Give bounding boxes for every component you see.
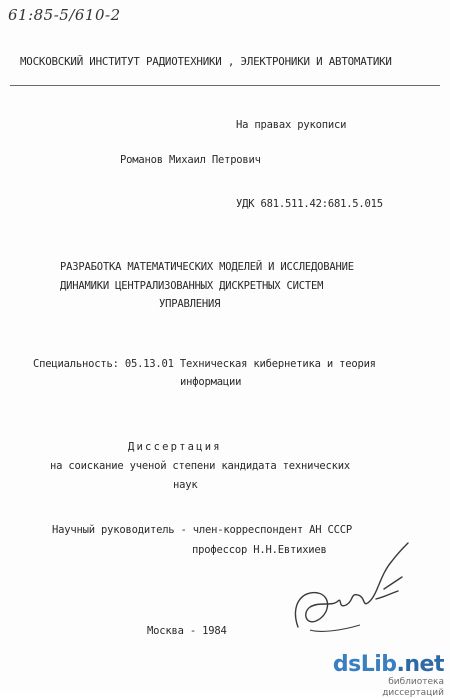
degree-line-2: наук [173,479,198,491]
dslib-watermark [324,652,444,698]
handwritten-signature [280,535,420,645]
supervisor-line-2: профессор Н.Н.Евтихиев [192,544,327,556]
watermark-logo-main: dsLib [332,652,397,677]
header-divider [10,85,440,86]
institute-name: МОСКОВСКИЙ ИНСТИТУТ РАДИОТЕХНИКИ , ЭЛЕКТРОНИКИ И АВТОМАТИКИ [20,55,392,68]
supervisor-line-1: Научный руководитель - член-корреспондент АН СССР [52,524,352,536]
rights-note: На правах рукописи [236,119,347,131]
watermark-subtitle: библиотека диссертаций [382,677,444,698]
watermark-logo [324,653,444,677]
catalog-number-handwritten: 61:85-5/610-2 [8,6,121,24]
title-line-1: РАЗРАБОТКА МАТЕМАТИЧЕСКИХ МОДЕЛЕЙ И ИССЛЕДОВАНИЕ [60,261,354,273]
dissertation-label: Диссертация [128,441,222,453]
degree-line-1: на соискание ученой степени кандидата технических [50,460,350,472]
city-year: Москва - 1984 [147,625,227,637]
udc-code: УДК 681.511.42:681.5.015 [236,198,383,210]
author-name: Романов Михаил Петрович [120,154,261,166]
title-line-3: УПРАВЛЕНИЯ [159,298,221,310]
specialty-line-2: информации [180,376,242,388]
title-line-2: ДИНАМИКИ ЦЕНТРАЛИЗОВАННЫХ ДИСКРЕТНЫХ СИСТЕМ [60,280,324,292]
specialty-line-1: Специальность: 05.13.01 Техническая кибернетика и теория [33,358,376,370]
watermark-logo-tld: .net [396,652,444,677]
